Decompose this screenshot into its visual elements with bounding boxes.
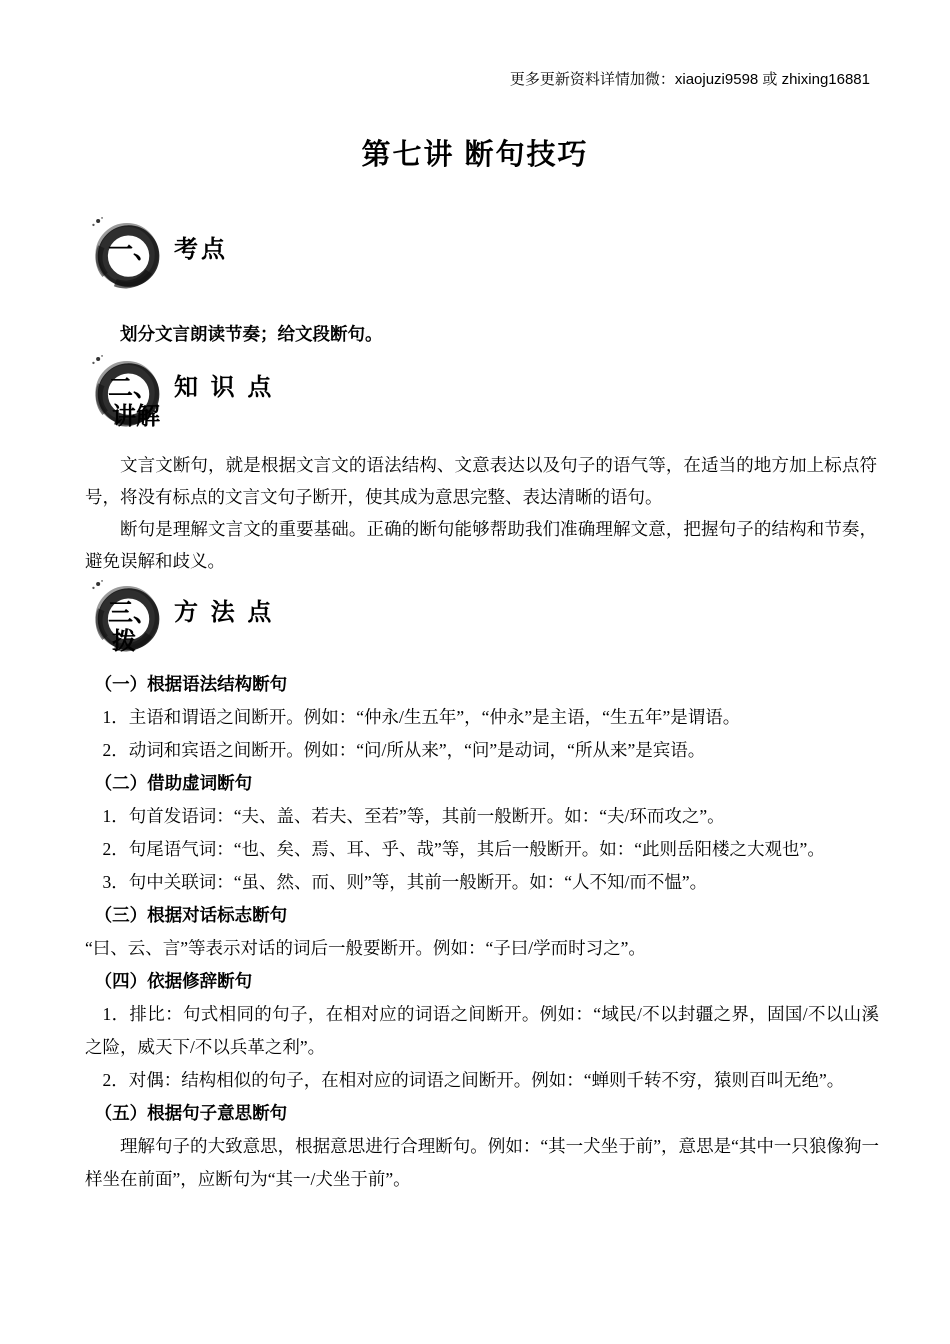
method-item: 2．句尾语气词：“也、矣、焉、耳、乎、哉”等，其后一般断开。如：“此则岳阳楼之大观也”。 <box>102 839 825 859</box>
promo-contact-note: 更多更新资料详情加微：xiaojuzi9598 或 zhixing16881 <box>509 71 870 88</box>
section-3-title: 方 法 点 <box>174 599 275 626</box>
section-2-title-wrap: 讲解 <box>112 403 160 430</box>
knowledge-section-body <box>85 449 877 577</box>
section-3-number: 三、 <box>108 599 159 627</box>
method-heading: （二）借助虚词断句 <box>94 773 253 793</box>
section-2-header <box>88 352 588 452</box>
exam-point-text: 划分文言朗读节奏；给文段断句。 <box>120 324 383 344</box>
method-item: 3．句中关联词：“虽、然、而、则”等，其前一般断开。如：“人不知/而不愠”。 <box>102 872 708 892</box>
section-3-title-wrap: 拨 <box>112 628 136 655</box>
page-title: 第七讲 断句技巧 <box>361 139 589 171</box>
methods-section-body <box>85 668 879 1196</box>
method-item: 理解句子的大致意思，根据意思进行合理断句。例如：“其一犬坐于前”，意思是“其中一只狼像狗一样坐在前面”，应断句为“其一/犬坐于前”。 <box>85 1136 879 1189</box>
method-heading: （四）依据修辞断句 <box>94 971 253 991</box>
knowledge-paragraph: 断句是理解文言文的重要基础。正确的断句能够帮助我们准确理解文意，把握句子的结构和节奏，避免误解和歧义。 <box>85 519 877 571</box>
method-heading: （五）根据句子意思断句 <box>94 1103 288 1123</box>
method-heading: （一）根据语法结构断句 <box>94 674 288 694</box>
method-item: 2．动词和宾语之间断开。例如：“问/所从来”，“问”是动词，“所从来”是宾语。 <box>102 740 706 760</box>
section-2-title: 知 识 点 <box>174 374 275 401</box>
section-1-number: 一、 <box>108 236 159 264</box>
method-item: 2．对偶：结构相似的句子，在相对应的词语之间断开。例如：“蝉则千转不穷，猿则百叫无绝”。 <box>102 1070 845 1090</box>
section-1-title: 考点 <box>174 236 228 263</box>
method-item: 1．句首发语词：“夫、盖、若夫、至若”等，其前一般断开。如：“夫/环而攻之”。 <box>102 806 725 826</box>
section-2-number: 二、 <box>108 374 159 402</box>
method-item: 1．主语和谓语之间断开。例如：“仲永/生五年”，“仲永”是主语，“生五年”是谓语。 <box>102 707 741 727</box>
section-1-header <box>88 214 588 314</box>
method-item: 1．排比：句式相同的句子，在相对应的词语之间断开。例如：“域民/不以封疆之界，固国/不以山溪之险，威天下/不以兵革之利”。 <box>85 1004 879 1057</box>
method-heading: （三）根据对话标志断句 <box>94 905 288 925</box>
knowledge-paragraph: 文言文断句，就是根据文言文的语法结构、文意表达以及句子的语气等，在适当的地方加上标点符号，将没有标点的文言文句子断开，使其成为意思完整、表达清晰的语句。 <box>85 455 877 507</box>
method-item: “曰、云、言”等表示对话的词后一般要断开。例如：“子曰/学而时习之”。 <box>85 938 646 958</box>
section-3-header <box>88 577 588 677</box>
